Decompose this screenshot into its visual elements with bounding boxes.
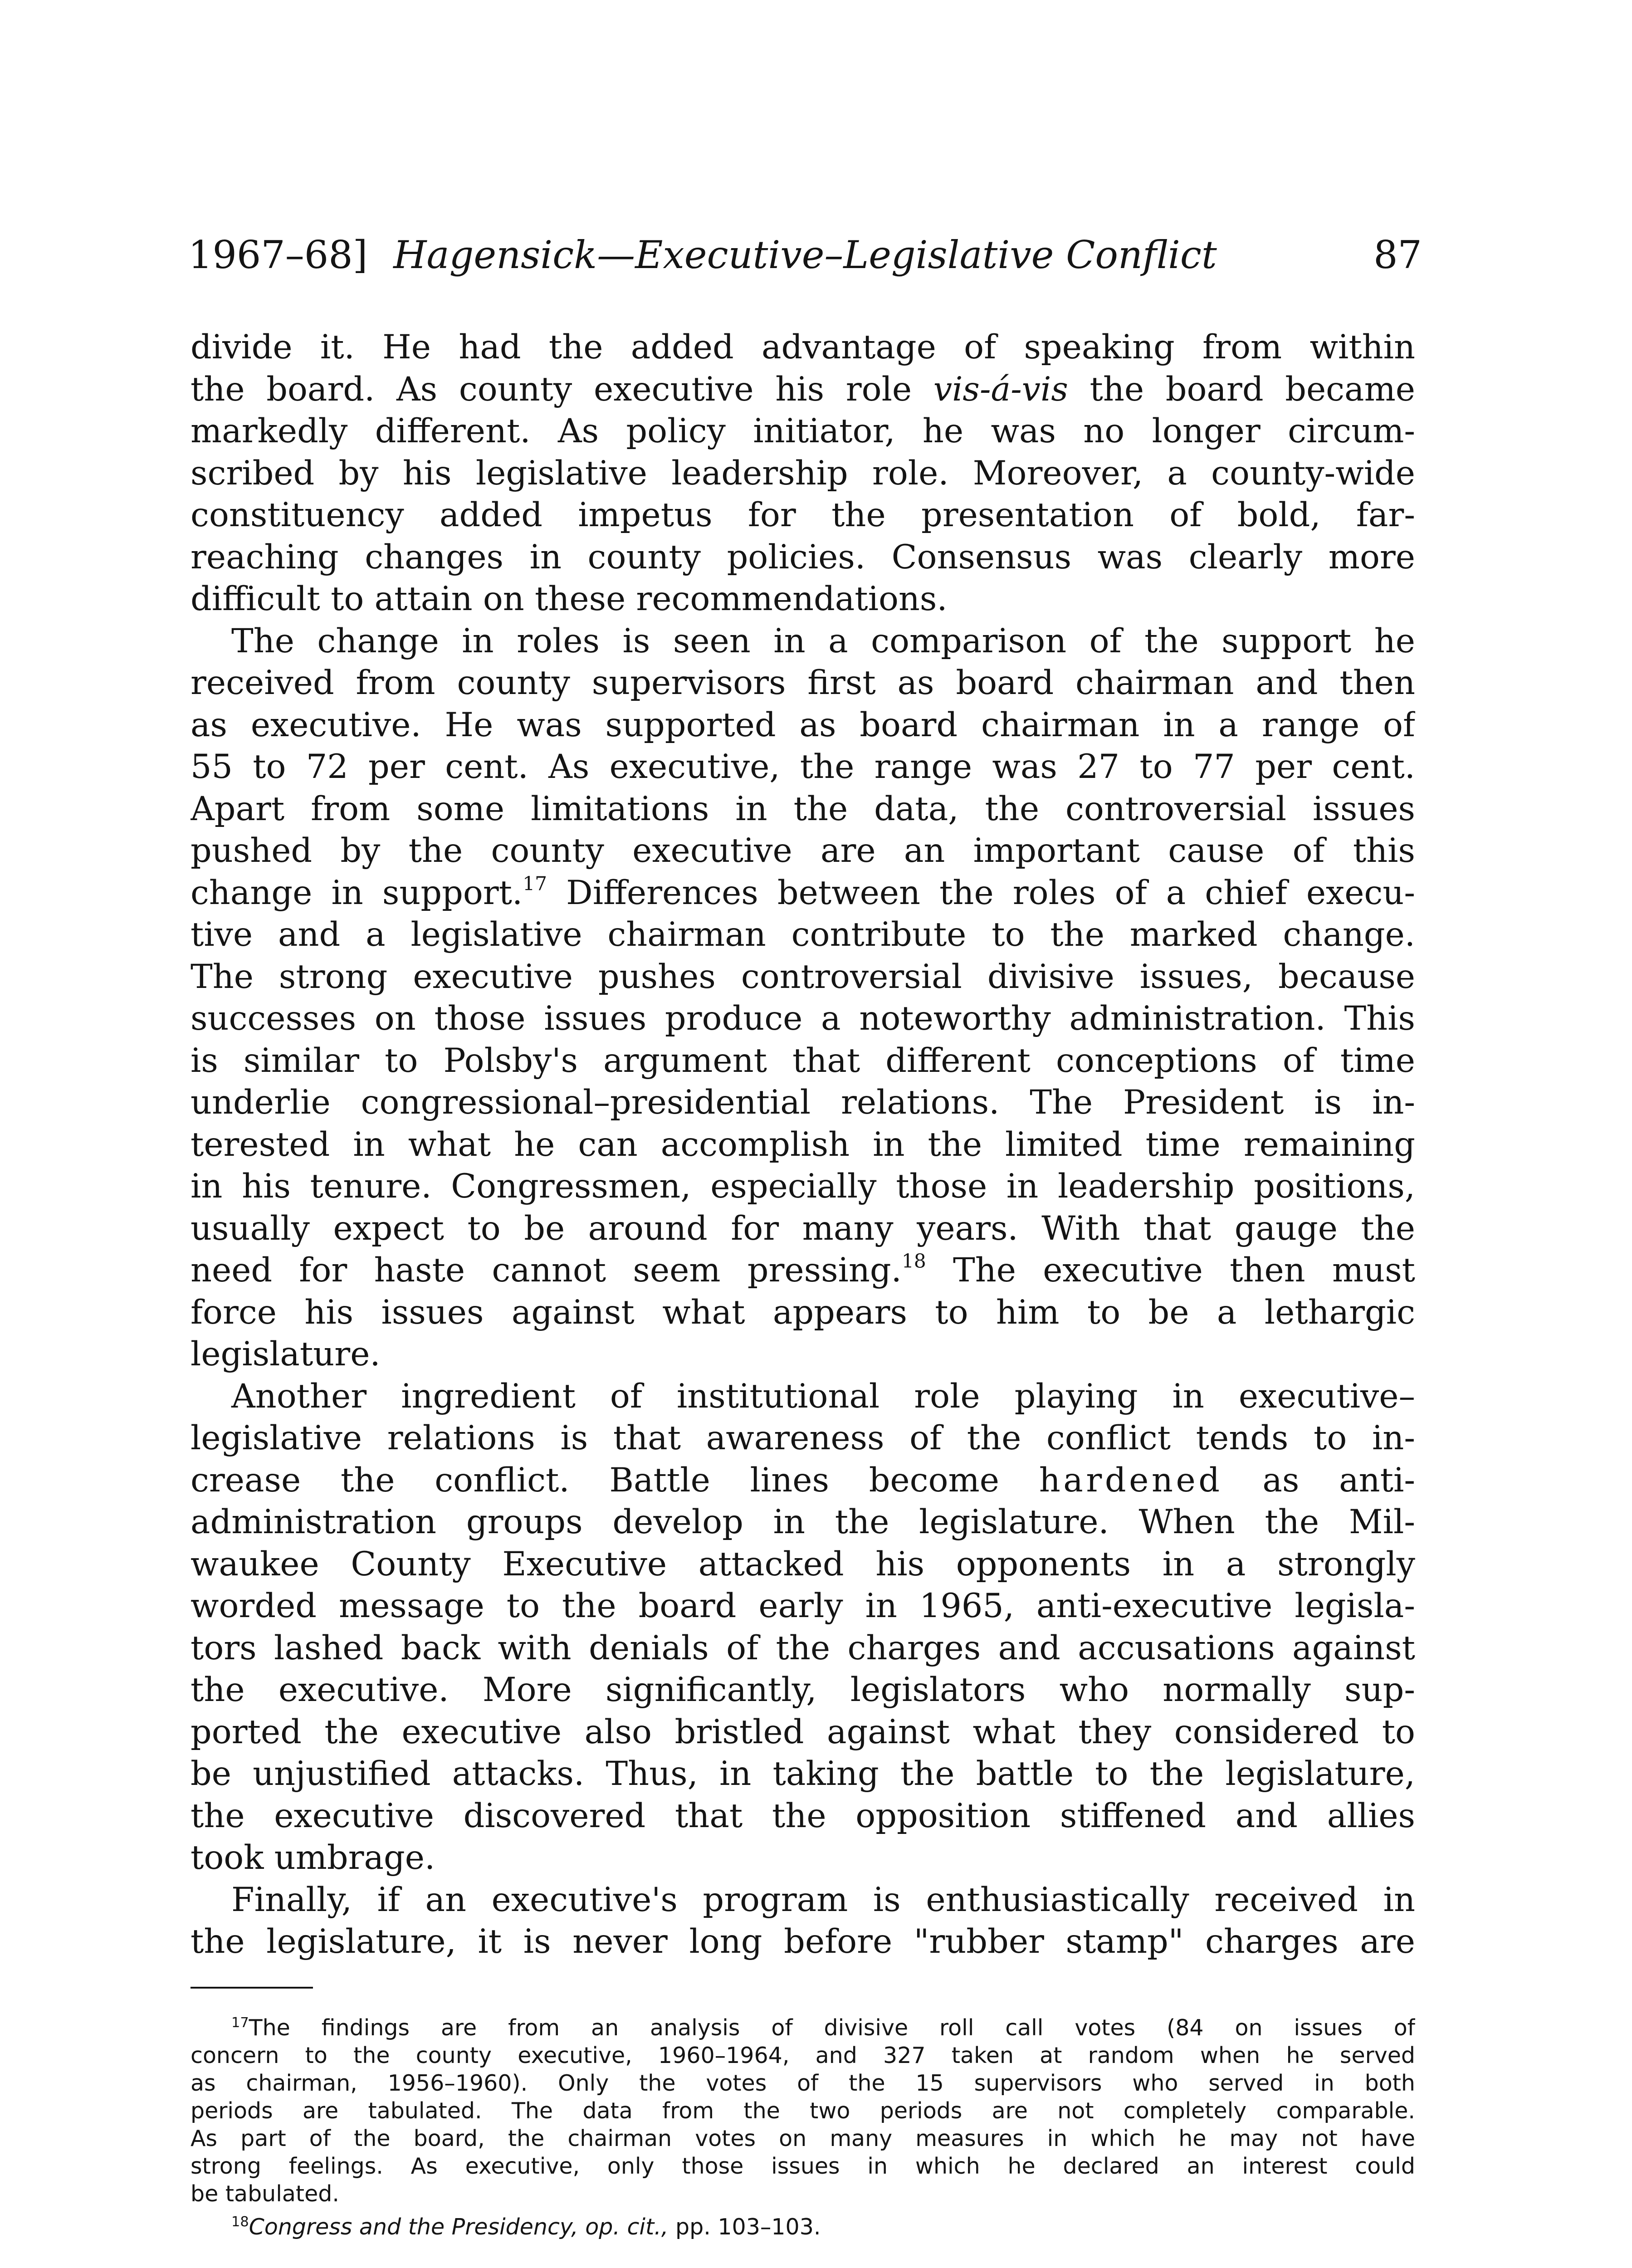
text-line: Finally, if an executive's program is enthusiastically received in bbox=[231, 1880, 1415, 1919]
text-line: usually expect to be around for many years. With that gauge the bbox=[191, 1209, 1415, 1248]
paragraph-4 bbox=[191, 1879, 1415, 1963]
text-line: legislature. bbox=[191, 1335, 381, 1374]
text-line: be unjustified attacks. Thus, in taking the battle to the legislature, bbox=[191, 1755, 1415, 1793]
footnote-number: 17 bbox=[231, 2014, 249, 2031]
footnote-18 bbox=[191, 2213, 1415, 2241]
cited-title: Congress and the Presidency, op. cit., bbox=[249, 2214, 669, 2240]
text-line: the executive discovered that the opposition stiffened and allies bbox=[191, 1796, 1415, 1835]
text-line: change in support.$^{17}$ Differences between the roles of a chief execu- bbox=[191, 872, 1415, 912]
text-line: need for haste cannot seem pressing.$^{18}$ The executive then must bbox=[191, 1250, 1415, 1290]
text-line: as executive. He was supported as board chairman in a range of bbox=[191, 705, 1415, 744]
text-line: terested in what he can accomplish in the limited time remaining bbox=[191, 1125, 1415, 1164]
text-line: received from county supervisors first as board chairman and then bbox=[191, 664, 1415, 702]
text-line: the executive. More significantly, legislators who normally sup- bbox=[191, 1671, 1415, 1709]
text-line: The change in roles is seen in a comparison of the support he bbox=[231, 621, 1415, 660]
italic-phrase: vis-á-vis bbox=[933, 370, 1068, 409]
footnote-gap bbox=[191, 2208, 1415, 2213]
text-line: Apart from some limitations in the data, the controversial issues bbox=[191, 789, 1415, 828]
text-line: the legislature, it is never long before "rubber stamp" charges are bbox=[191, 1922, 1415, 1961]
footnote-divider bbox=[191, 1987, 313, 1989]
text-line: in his tenure. Congressmen, especially those in leadership positions, bbox=[191, 1167, 1415, 1206]
text-line: waukee County Executive attacked his opponents in a strongly bbox=[191, 1545, 1415, 1584]
text-line: successes on those issues produce a noteworthy administration. This bbox=[191, 999, 1415, 1038]
footnote-number: 18 bbox=[231, 2214, 249, 2230]
footnote-line: strong feelings. As executive, only those issues in which he declared an interest could bbox=[191, 2153, 1415, 2179]
footnote-line: $^{18}$Congress and the Presidency, op. cit., pp. 103–103. bbox=[231, 2214, 821, 2240]
footnote-ref-18[interactable]: 18 bbox=[901, 1250, 926, 1272]
text-line: reaching changes in county policies. Consensus was clearly more bbox=[191, 538, 1415, 577]
text-line: administration groups develop in the legislature. When the Mil- bbox=[191, 1503, 1415, 1541]
footnote-line: $^{17}$The findings are from an analysis of divisive roll call votes (84 on issues of bbox=[231, 2014, 1415, 2041]
text-line: ported the executive also bristled against what they considered to bbox=[191, 1712, 1415, 1751]
text-line: tors lashed back with denials of the charges and accusations against bbox=[191, 1628, 1415, 1667]
text-line: difficult to attain on these recommendations. bbox=[191, 580, 948, 618]
footnote-ref-17[interactable]: 17 bbox=[523, 872, 547, 895]
footnote-line: be tabulated. bbox=[191, 2181, 339, 2207]
text-line: divide it. He had the added advantage of speaking from within bbox=[191, 328, 1415, 367]
paragraph-2 bbox=[191, 621, 1415, 1376]
text-line: underlie congressional–presidential relations. The President is in- bbox=[191, 1083, 1415, 1122]
footnote-line: As part of the board, the chairman votes on many measures in which he may not have bbox=[191, 2126, 1415, 2151]
footnote-17 bbox=[191, 2014, 1415, 2208]
running-head-year: 1967–68] bbox=[188, 233, 368, 277]
text-line: is similar to Polsby's argument that different conceptions of time bbox=[191, 1041, 1415, 1080]
footnote-line: concern to the county executive, 1960–1964, and 327 taken at random when he served bbox=[191, 2043, 1415, 2068]
text-line: tive and a legislative chairman contribute to the marked change. bbox=[191, 915, 1415, 954]
text-line: worded message to the board early in 1965, anti-executive legisla- bbox=[191, 1587, 1415, 1625]
text-line: markedly different. As policy initiator, he was no longer circum- bbox=[191, 412, 1415, 450]
text-line: 55 to 72 per cent. As executive, the range was 27 to 77 per cent. bbox=[191, 748, 1415, 786]
text-line: pushed by the county executive are an important cause of this bbox=[191, 831, 1415, 870]
text-line: crease the conflict. Battle lines become hardened as anti- bbox=[191, 1461, 1415, 1500]
text-line: scribed by his legislative leadership role. Moreover, a county-wide bbox=[191, 454, 1415, 493]
text-line: took umbrage. bbox=[191, 1838, 435, 1877]
footnote-line: as chairman, 1956–1960). Only the votes of the 15 supervisors who served in both bbox=[191, 2070, 1415, 2096]
footnote-line: periods are tabulated. The data from the two periods are not completely comparable. bbox=[191, 2098, 1415, 2124]
paragraph-3 bbox=[191, 1376, 1415, 1879]
page-number: 87 bbox=[1373, 233, 1422, 277]
text-line: force his issues against what appears to him to be a lethargic bbox=[191, 1293, 1415, 1332]
text-line: the board. As county executive his role vis-á-vis the board became bbox=[191, 370, 1415, 409]
text-line: The strong executive pushes controversial divisive issues, because bbox=[191, 957, 1415, 996]
paragraph-1 bbox=[191, 327, 1415, 621]
spaced-word: hardened bbox=[1039, 1461, 1223, 1500]
text-line: constituency added impetus for the presentation of bold, far- bbox=[191, 496, 1415, 534]
text-line: Another ingredient of institutional role playing in executive– bbox=[231, 1377, 1415, 1416]
footnotes bbox=[191, 2014, 1415, 2241]
running-head-title: Hagensick—Executive–Legislative Conflict bbox=[393, 233, 1217, 277]
text-line: legislative relations is that awareness of the conflict tends to in- bbox=[191, 1419, 1415, 1457]
body-text bbox=[191, 327, 1415, 1963]
